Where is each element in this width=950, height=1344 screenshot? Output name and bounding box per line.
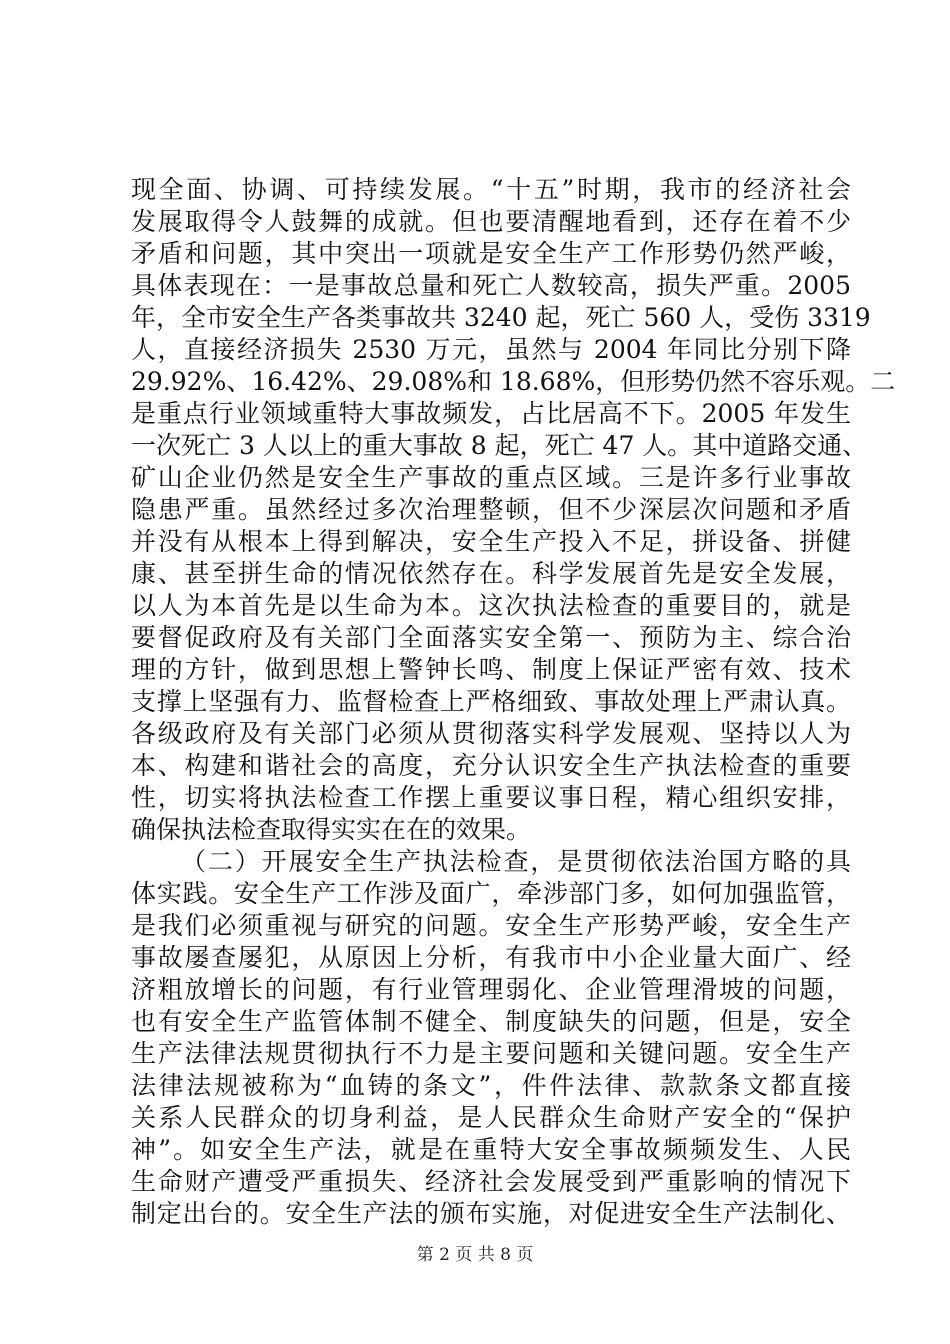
text-line: 神”。如安全生产法，就是在重特大安全事故频频发生、人民 [131, 1135, 851, 1164]
text-line: 是重点行业领域重特大事故频发，占比居高不下。2005 年发生 [131, 399, 851, 428]
text-line: 性，切实将执法检查工作摆上重要议事日程，精心组织安排， [131, 783, 851, 812]
text-line: 发展取得令人鼓舞的成就。但也要清醒地看到，还存在着不少 [131, 207, 851, 236]
text-line: 29.92%、16.42%、29.08%和 18.68%，但形势仍然不容乐观。二 [131, 367, 896, 396]
paragraph-1 [131, 174, 896, 846]
text-line: 生命财产遭受严重损失、经济社会发展受到严重影响的情况下 [131, 1167, 851, 1196]
text-line: 并没有从根本上得到解决，安全生产投入不足，拼设备、拼健 [131, 527, 851, 556]
text-line: 要督促政府及有关部门全面落实安全第一、预防为主、综合治 [131, 623, 851, 652]
text-line: 支撑上坚强有力、监督检查上严格细致、事故处理上严肃认真。 [131, 687, 851, 716]
text-line: 也有安全生产监管体制不健全、制度缺失的问题，但是，安全 [131, 1007, 851, 1036]
text-line: 济粗放增长的问题，有行业管理弱化、企业管理滑坡的问题， [131, 975, 851, 1004]
page-footer: 第 2 页 共 8 页 [416, 1245, 534, 1265]
text-line: 是我们必须重视与研究的问题。安全生产形势严峻，安全生产 [131, 911, 851, 940]
text-line: 年，全市安全生产各类事故共 3240 起，死亡 560 人，受伤 3319 [131, 303, 871, 332]
document-body [131, 174, 896, 1230]
text-line: 理的方针，做到思想上警钟长鸣、制度上保证严密有效、技术 [131, 655, 851, 684]
text-line: 确保执法检查取得实实在在的效果。 [131, 815, 532, 844]
text-line: 事故屡查屡犯，从原因上分析，有我市中小企业量大面广、经 [131, 943, 851, 972]
text-line: 本、构建和谐社会的高度，充分认识安全生产执法检查的重要 [131, 751, 851, 780]
text-line: 各级政府及有关部门必须从贯彻落实科学发展观、坚持以人为 [131, 719, 851, 748]
text-line: 以人为本首先是以生命为本。这次执法检查的重要目的，就是 [131, 591, 851, 620]
text-line: 康、甚至拼生命的情况依然存在。科学发展首先是安全发展， [131, 559, 851, 588]
paragraph-2 [131, 846, 851, 1230]
text-line: 矛盾和问题，其中突出一项就是安全生产工作形势仍然严峻， [131, 239, 851, 268]
text-line: 体实践。安全生产工作涉及面广，牵涉部门多，如何加强监管， [131, 879, 851, 908]
text-line: 隐患严重。虽然经过多次治理整顿，但不少深层次问题和矛盾 [131, 495, 851, 524]
text-line: 具体表现在：一是事故总量和死亡人数较高，损失严重。2005 [131, 271, 851, 300]
text-line: 关系人民群众的切身利益，是人民群众生命财产安全的“保护 [131, 1103, 851, 1132]
text-line: （二）开展安全生产执法检查，是贯彻依法治国方略的具 [181, 847, 851, 876]
text-line: 人，直接经济损失 2530 万元，虽然与 2004 年同比分别下降 [131, 335, 851, 364]
text-line: 制定出台的。安全生产法的颁布实施，对促进安全生产法制化、 [131, 1199, 851, 1228]
text-line: 一次死亡 3 人以上的重大事故 8 起，死亡 47 人。其中道路交通、 [131, 431, 868, 460]
text-line: 法律法规被称为“血铸的条文”，件件法律、款款条文都直接 [131, 1071, 851, 1100]
text-line: 矿山企业仍然是安全生产事故的重点区域。三是许多行业事故 [131, 463, 851, 492]
text-line: 现全面、协调、可持续发展。“十五”时期，我市的经济社会 [131, 175, 851, 204]
text-line: 生产法律法规贯彻执行不力是主要问题和关键问题。安全生产 [131, 1039, 851, 1068]
